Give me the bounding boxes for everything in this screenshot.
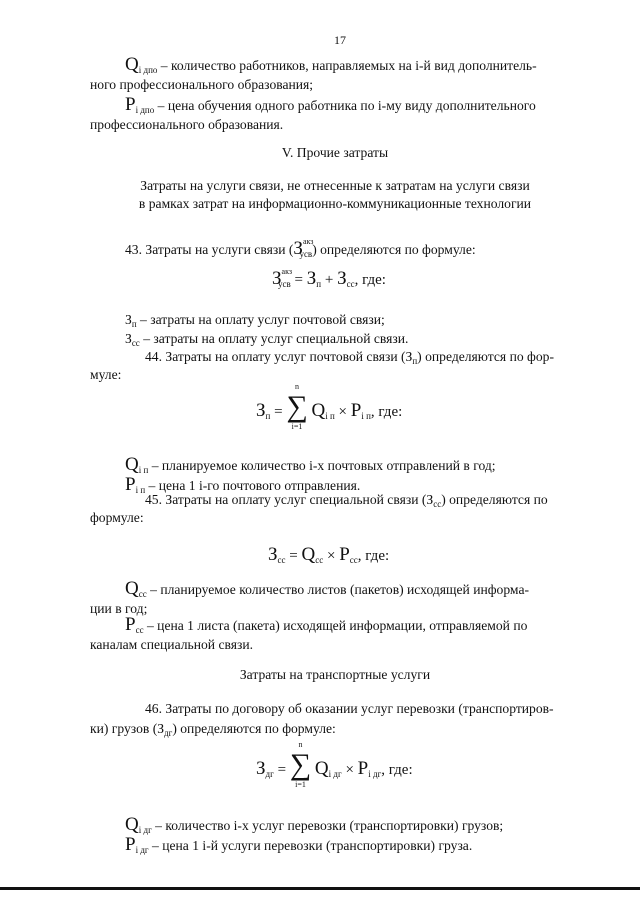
item-45-cont: формуле: (90, 510, 144, 525)
definition-qcc-cont: ции в год; (90, 601, 148, 616)
sum-icon: n ∑ i=1 (286, 382, 308, 431)
definition-qip: $Q_{i п}$ – планируемое количество i-х почтовых отправлений в год; (125, 454, 496, 475)
sum-icon: n ∑ i=1 (289, 740, 312, 789)
page-bottom-rule (0, 887, 640, 890)
formula-43: $З^{акз}_{усв} = З_п + З_{сс}$, где: (272, 267, 386, 289)
definition-pip: $P_{i п}$ – цена 1 i-го почтового отправления. (125, 474, 361, 495)
definition-p-dpo-cont: профессионального образования. (90, 117, 284, 132)
definition-pidg: $P_{i дг}$ – цена 1 i-й услуги перевозки (транспортировки) груза. (125, 834, 473, 855)
page-number: 17 (334, 33, 346, 47)
definition-q-dpo: $Q_{i дпо}$ – количество работников, направляемых на i-й вид дополнитель- (125, 54, 537, 75)
definition-zcc: $З_{сс}$ – затраты на оплату услуг специальной связи. (125, 331, 409, 348)
transport-title: Затраты на транспортные услуги (239, 667, 431, 682)
definition-q-dpo-cont: ного профессионального образования; (90, 77, 314, 92)
item-43: 43. Затраты на услуги связи $(З^{акз}_{усв})$ определяются по формуле: (125, 237, 476, 259)
definition-zp: $З_п$ – затраты на оплату услуг почтовой связи; (125, 312, 385, 329)
item-46: 46. Затраты по договору об оказании услуг перевозки (транспортиров- (145, 701, 554, 716)
subsection-title-line2: в рамках затрат на информационно-коммуникационные технологии (138, 196, 532, 211)
subsection-title-line1: Затраты на услуги связи, не отнесенные к затратам на услуги связи (140, 178, 530, 193)
definition-pcc-cont: каналам специальной связи. (90, 637, 254, 652)
formula-44: $З_п$ = n ∑ i=1 $Q_{i п} \times P_{i п}$, где: (256, 382, 403, 431)
item-44: 44. Затраты на оплату услуг почтовой связи $(З_п)$ определяются по фор- (145, 349, 554, 366)
section-title: V. Прочие затраты (281, 145, 389, 160)
item-44-cont: муле: (90, 367, 122, 382)
definition-qidg: $Q_{i дг}$ – количество i-х услуг перевозки (транспортировки) грузов; (125, 814, 504, 835)
formula-46: $З_{дг}$ = n ∑ i=1 $Q_{i дг} \times P_{i дг}$, где: (256, 740, 413, 789)
formula-45: $З_{сс} = Q_{сс} \times P_{сс}$, где: (268, 544, 390, 565)
definition-qcc: $Q_{сс}$ – планируемое количество листов (пакетов) исходящей информа- (125, 578, 530, 599)
definition-pcc: $P_{сс}$ – цена 1 листа (пакета) исходящей информации, отправляемой по (125, 614, 528, 635)
item-46-cont: ки) грузов $(З_{дг})$ определяются по формуле: (90, 721, 336, 738)
item-45: 45. Затраты на оплату услуг специальной связи $(З_{сс})$ определяются по (145, 492, 548, 509)
definition-p-dpo: $P_{i дпо}$ – цена обучения одного работника по i-му виду дополнительного (125, 94, 536, 115)
